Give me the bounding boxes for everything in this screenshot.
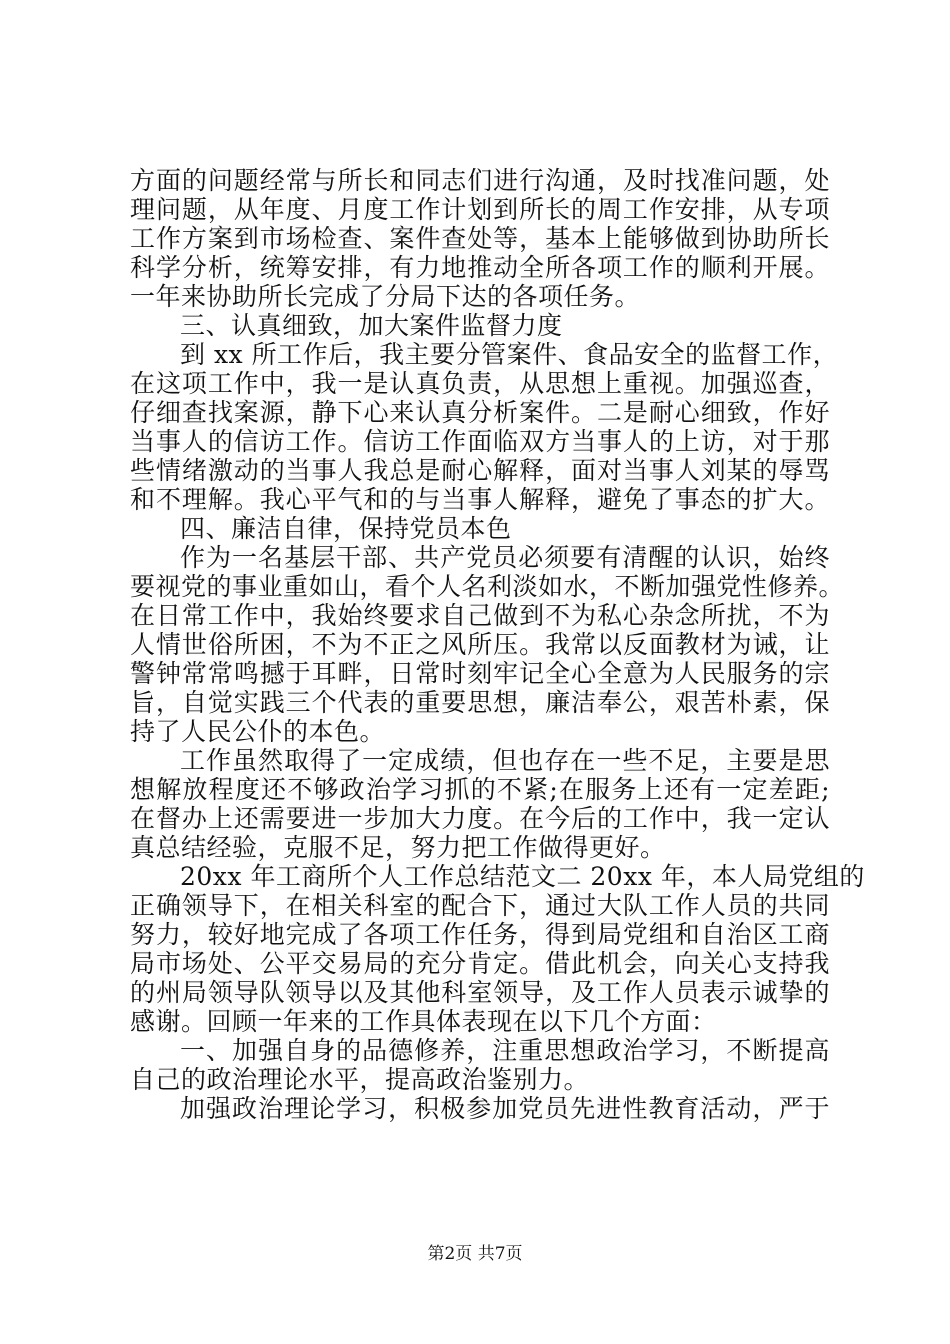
text-line: 要视党的事业重如山，看个人名利淡如水，不断加强党性修养。 — [130, 572, 845, 601]
text-line: 局市场处、公平交易局的充分肯定。借此机会，向关心支持我 — [130, 949, 830, 978]
text-line: 持了人民公仆的本色。 — [130, 717, 386, 746]
text-line: 正确领导下，在相关科室的配合下，通过大队工作人员的共同 — [130, 891, 830, 920]
text-line: 些情绪激动的当事人我总是耐心解释，面对当事人刘某的辱骂 — [130, 456, 830, 485]
text-line: 在日常工作中，我始终要求自己做到不为私心杂念所扰，不为 — [130, 601, 830, 630]
page-footer: 第2页 共7页 — [427, 1244, 523, 1264]
text-line: 感谢。回顾一年来的工作具体表现在以下几个方面： — [130, 1007, 717, 1036]
text-line: 三、认真细致，加大案件监督力度 — [180, 311, 563, 340]
text-line: 工作方案到市场检查、案件查处等，基本上能够做到协助所长 — [130, 224, 830, 253]
text-line: 工作虽然取得了一定成绩，但也存在一些不足，主要是思 — [180, 746, 830, 775]
text-line: 加强政治理论学习，积极参加党员先进性教育活动，严于 — [180, 1094, 830, 1123]
text-line: 在督办上还需要进一步加大力度。在今后的工作中，我一定认 — [130, 804, 830, 833]
text-line: 到 xx 所工作后，我主要分管案件、食品安全的监督工作， — [180, 340, 839, 369]
text-line: 一、加强自身的品德修养，注重思想政治学习，不断提高 — [180, 1036, 830, 1065]
text-line: 当事人的信访工作。信访工作面临双方当事人的上访，对于那 — [130, 427, 830, 456]
text-line: 想解放程度还不够政治学习抓的不紧;在服务上还有一定差距; — [130, 775, 830, 804]
text-line: 20xx 年工商所个人工作总结范文二 20xx 年，本人局党组的 — [180, 862, 865, 891]
text-line: 方面的问题经常与所长和同志们进行沟通，及时找准问题，处 — [130, 166, 830, 195]
document-body — [130, 166, 865, 1123]
text-line: 四、廉洁自律，保持党员本色 — [180, 514, 512, 543]
text-line: 真总结经验，克服不足，努力把工作做得更好。 — [130, 833, 666, 862]
text-line: 科学分析，统筹安排，有力地推动全所各项工作的顺利开展。 — [130, 253, 830, 282]
text-line: 作为一名基层干部、共产党员必须要有清醒的认识，始终 — [180, 543, 830, 572]
text-line: 自己的政治理论水平，提高政治鉴别力。 — [130, 1065, 590, 1094]
text-line: 努力，较好地完成了各项工作任务，得到局党组和自治区工商 — [130, 920, 830, 949]
text-line: 的州局领导队领导以及其他科室领导，及工作人员表示诚挚的 — [130, 978, 830, 1007]
text-line: 警钟常常鸣撼于耳畔，日常时刻牢记全心全意为人民服务的宗 — [130, 659, 830, 688]
text-line: 理问题，从年度、月度工作计划到所长的周工作安排，从专项 — [130, 195, 830, 224]
text-line: 一年来协助所长完成了分局下达的各项任务。 — [130, 282, 641, 311]
text-line: 仔细查找案源，静下心来认真分析案件。二是耐心细致，作好 — [130, 398, 830, 427]
text-line: 和不理解。我心平气和的与当事人解释，避免了事态的扩大。 — [130, 485, 830, 514]
text-line: 人情世俗所困，不为不正之风所压。我常以反面教材为诫，让 — [130, 630, 830, 659]
text-line: 在这项工作中，我一是认真负责，从思想上重视。加强巡查， — [130, 369, 830, 398]
text-line: 旨，自觉实践三个代表的重要思想，廉洁奉公，艰苦朴素，保 — [130, 688, 830, 717]
